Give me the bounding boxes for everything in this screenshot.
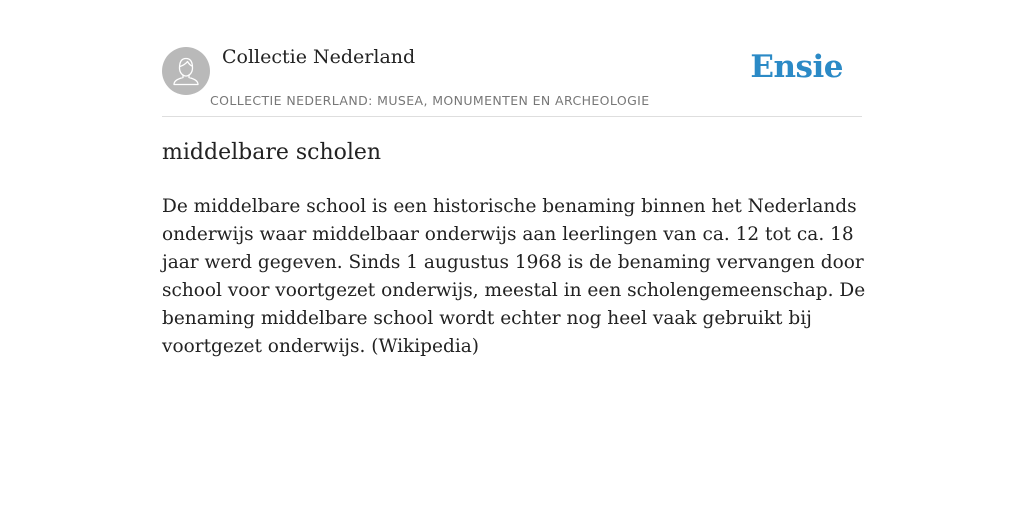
header xyxy=(162,40,862,117)
avatar[interactable] xyxy=(162,47,210,95)
page-title: middelbare scholen xyxy=(162,140,382,165)
author-name[interactable]: Collectie Nederland xyxy=(222,46,416,68)
source-label[interactable]: COLLECTIE NEDERLAND: MUSEA, MONUMENTEN EN ARCHEOLOGIE xyxy=(210,93,650,108)
user-silhouette-icon xyxy=(162,47,210,95)
ensie-logo[interactable]: Ensie xyxy=(750,49,843,85)
article-body: De middelbare school is een historische benaming binnen het Nederlands onderwijs waar middelbaar onderwijs aan leerlingen van ca. 12 tot ca. 18 jaar werd gegeven. Sinds 1 augustus 1968 is de benaming vervangen door school voor voortgezet onderwijs, meestal in een scholengemeenschap. De benaming middelbare school wordt echter nog heel vaak gebruikt bij voortgezet onderwijs. (Wikipedia) xyxy=(162,196,866,357)
